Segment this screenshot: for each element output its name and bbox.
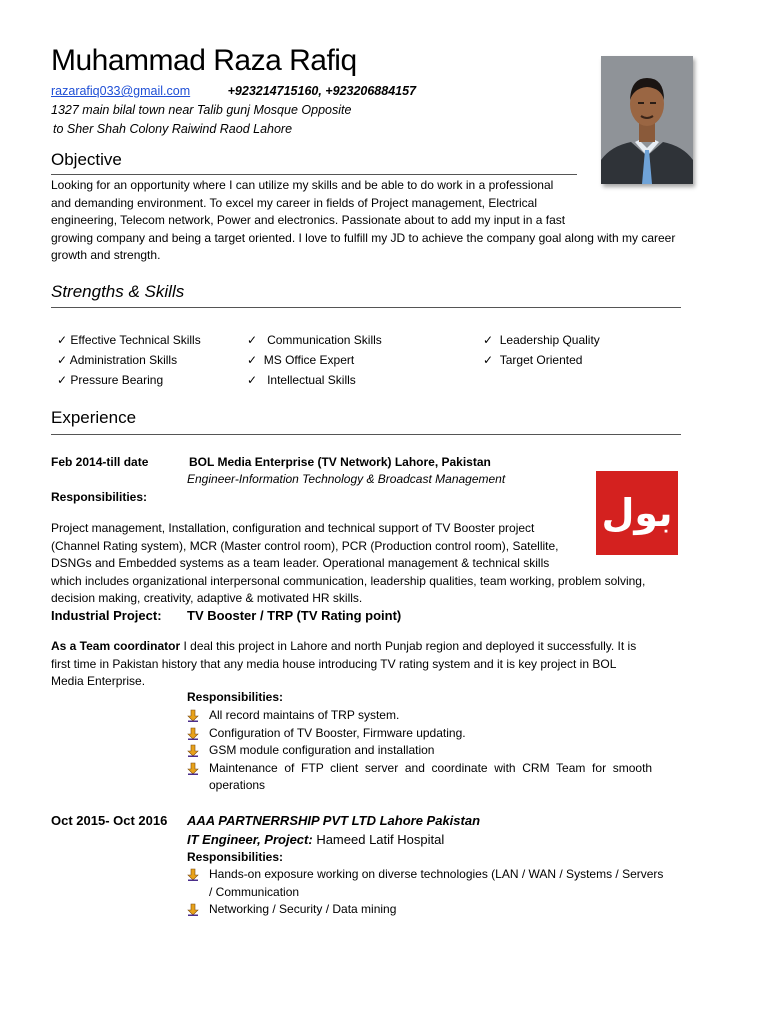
list-item-continuation: / Communication xyxy=(209,884,300,899)
check-icon: ✓ xyxy=(57,373,68,387)
project-description: As a Team coordinator I deal this project in Lahore and north Punjab region and deployed it successfully. It is first time in Pakistan history that any media house introducing TV rating system and it is key project in BOL Media Enterprise. xyxy=(51,638,691,691)
job1-desc-line: decision making, creativity, adaptive & motivated HR skills. xyxy=(51,591,363,605)
profile-photo xyxy=(601,56,693,184)
list-item: Networking / Security / Data mining xyxy=(187,901,687,919)
objective-line: and demanding environment. To excel my career in fields of Project management, Electrical xyxy=(51,195,538,210)
industrial-project-name: TV Booster / TRP (TV Rating point) xyxy=(187,608,402,623)
arrow-bullet-icon xyxy=(187,709,199,722)
job2-responsibilities-list xyxy=(187,866,687,919)
list-item-continuation: operations xyxy=(209,778,266,792)
address-line-2: to Sher Shah Colony Raiwind Raod Lahore xyxy=(53,122,293,136)
candidate-name: Muhammad Raza Rafiq xyxy=(51,44,357,77)
arrow-bullet-icon xyxy=(187,762,199,775)
check-icon: ✓ xyxy=(247,373,258,387)
skill-item: ✓ Effective Technical Skills xyxy=(57,333,201,347)
job1-desc-line: DSNGs and Embedded systems as a team leader. Operational management & technical skills xyxy=(51,556,550,570)
check-icon: ✓ xyxy=(57,333,68,347)
address-line-1: 1327 main bilal town near Talib gunj Mosque Opposite xyxy=(51,103,352,117)
list-item: Maintenance of FTP client server and coordinate with CRM Team for smooth xyxy=(187,760,679,778)
check-icon: ✓ xyxy=(57,353,68,367)
portrait-image xyxy=(601,56,693,184)
industrial-project-label: Industrial Project: xyxy=(51,608,162,623)
team-coordinator-text: As a Team coordinator xyxy=(51,639,181,653)
arrow-bullet-icon xyxy=(187,727,199,740)
job2-responsibilities-label: Responsibilities: xyxy=(187,850,284,864)
bol-logo-text: بول xyxy=(601,491,673,535)
job1-desc-line: (Channel Rating system), MCR (Master control room), PCR (Production control room), Satellite, xyxy=(51,538,559,553)
experience-heading: Experience xyxy=(51,408,137,427)
project-desc-line: Media Enterprise. xyxy=(51,674,146,688)
arrow-bullet-icon xyxy=(187,744,199,757)
list-item: Configuration of TV Booster, Firmware updating. xyxy=(187,725,679,743)
job2-date: Oct 2015- Oct 2016 xyxy=(51,813,168,828)
objective-line: engineering, Telecom network, Power and electronics. Passionate about to add my input in a fast xyxy=(51,213,566,227)
job1-description xyxy=(51,520,691,608)
skill-item: ✓ MS Office Expert xyxy=(247,353,355,367)
list-item: GSM module configuration and installation xyxy=(187,742,679,760)
phone-numbers: +923214715160, +923206884157 xyxy=(227,84,417,98)
arrow-bullet-icon xyxy=(187,868,199,881)
skills-heading: Strengths & Skills xyxy=(51,282,185,301)
list-item: Hands-on exposure working on diverse technologies (LAN / WAN / Systems / Servers xyxy=(187,866,687,884)
arrow-bullet-icon xyxy=(187,903,199,916)
objective-line: growth and strength. xyxy=(51,248,161,262)
project-responsibilities-list xyxy=(187,707,679,795)
objective-rule xyxy=(51,174,577,175)
check-icon: ✓ xyxy=(247,353,258,367)
skill-item: ✓ Intellectual Skills xyxy=(247,373,356,387)
check-icon: ✓ xyxy=(483,333,494,347)
skill-item: ✓ Pressure Bearing xyxy=(57,373,164,387)
skill-item: ✓ Target Oriented xyxy=(483,353,583,367)
skill-item: ✓ Leadership Quality xyxy=(483,333,600,347)
job1-company: BOL Media Enterprise (TV Network) Lahore, Pakistan xyxy=(189,455,491,469)
job1-date: Feb 2014-till date xyxy=(51,455,149,469)
check-icon: ✓ xyxy=(483,353,494,367)
job1-desc-line: Project management, Installation, configuration and technical support of TV Booster project xyxy=(51,521,535,535)
job2-company: AAA PARTNERRSHIP PVT LTD Lahore Pakistan xyxy=(187,813,481,828)
skills-rule xyxy=(51,307,681,308)
objective-heading: Objective xyxy=(51,150,122,169)
job1-role: Engineer-Information Technology & Broadcast Management xyxy=(187,472,506,486)
check-icon: ✓ xyxy=(247,333,258,347)
objective-text xyxy=(51,177,711,265)
contact-line xyxy=(51,84,416,98)
skill-item: ✓ Communication Skills xyxy=(247,333,382,347)
job2-role: IT Engineer, Project: Hameed Latif Hospital xyxy=(187,832,445,847)
list-item: All record maintains of TRP system. xyxy=(187,707,679,725)
email-link[interactable]: razarafiq033@gmail.com xyxy=(51,84,191,98)
project-desc-line: first time in Pakistan history that any media house introducing TV rating system and it is key project in BOL xyxy=(51,656,617,671)
job1-responsibilities-label: Responsibilities: xyxy=(51,490,148,504)
skill-item: ✓ Administration Skills xyxy=(57,353,178,367)
experience-rule xyxy=(51,434,681,435)
objective-line: Looking for an opportunity where I can utilize my skills and be able to do work in a professional xyxy=(51,178,554,192)
project-responsibilities-label: Responsibilities: xyxy=(187,690,284,704)
job1-desc-line: which includes organizational interpersonal communication, leadership qualities, team working, problem solving, xyxy=(51,573,646,588)
objective-line: growing company and being a target oriented. I love to fulfill my JD to achieve the company goal along with my career xyxy=(51,230,676,245)
